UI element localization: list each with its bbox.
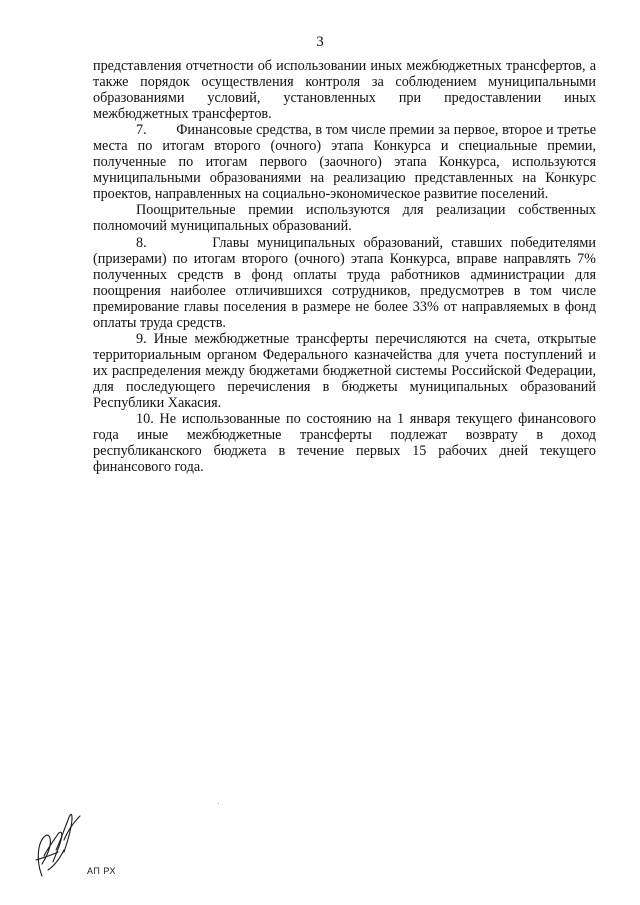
paragraph-item-10: 10. Не использованные по состоянию на 1 января текущего финансового года иные межбюджетные трансферты подлежат возврату в доход республиканского бюджета в течение первых 15 рабочих дней текущего финансового года. [93,411,596,476]
stamp-code: АП РХ [87,866,116,876]
paragraph-item-8: 8. Главы муниципальных образований, ставших победителями (призерами) по итогам второго (очного) этапа Конкурса, вправе направлять 7% полученных средств в фонд оплаты труда работников администрации для поощрения наиболее отличившихся сотрудников, предусмотрев в том числе премирование главы поселения в размере не более 33% от направляемых в фонд оплаты труда средств. [93,234,596,331]
paragraph-transfer-reporting: представления отчетности об использовании иных межбюджетных трансфертов, а также порядок осуществления контроля за соблюдением муниципальными образованиями условий, установленных при предоставлении иных межбюджетных трансфертов. [93,58,596,123]
document-body [93,58,596,475]
margin-mark [218,803,219,804]
paragraph-item-9: 9. Иные межбюджетные трансферты перечисляются на счета, открытые территориальным органом Федерального казначейства для учета поступлений и их распределения между бюджетами бюджетной системы Российской Федерации, для последующего перечисления в бюджеты муниципальных образований Республики Хакасия. [93,330,596,411]
paragraph-item-7: 7. Финансовые средства, в том числе премии за первое, второе и третье места по итогам второго (очного) этапа Конкурса и специальные премии, полученные по итогам первого (заочного) этапа Конкурса, используются муниципальными образованиями на реализацию представленных на Конкурс проектов, направленных на социально-экономическое развитие поселений. [93,122,596,203]
paragraph-incentive-prizes: Поощрительные премии используются для реализации собственных полномочий муниципальных образований. [93,202,596,235]
handwritten-signature [28,800,88,880]
page-number: 3 [316,34,324,50]
